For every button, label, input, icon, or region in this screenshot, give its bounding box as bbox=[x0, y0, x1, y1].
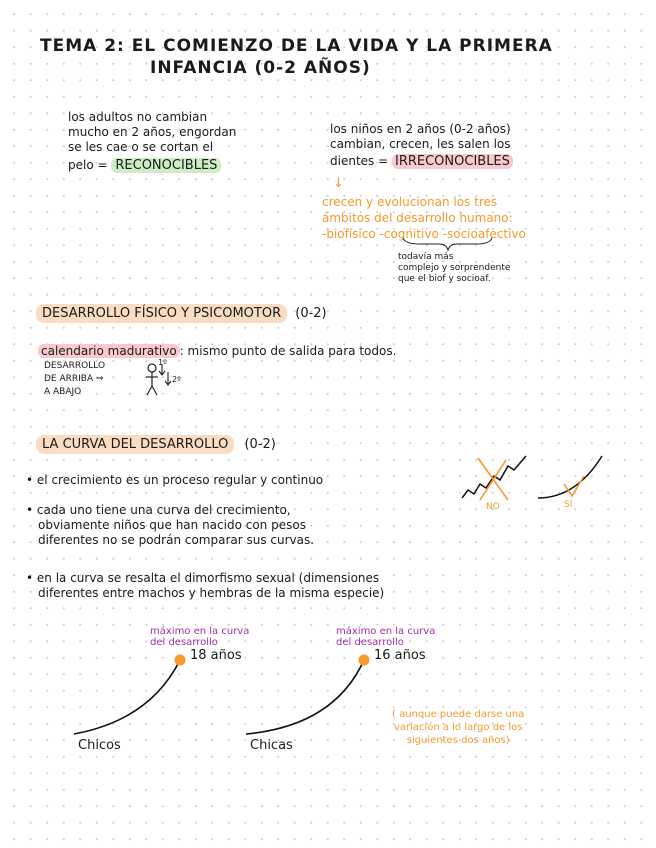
girls-age: 16 años bbox=[374, 648, 426, 663]
orange-line1: crecen y evolucionan los tres bbox=[322, 195, 498, 209]
girls-max-note-line1: máximo en la curva bbox=[336, 626, 436, 637]
cognitive-note-line3: que el biof y socioaf. bbox=[398, 274, 491, 284]
bullet-1-text: el crecimiento es un proceso regular y continuo bbox=[36, 473, 324, 487]
no-cross-icon bbox=[478, 458, 508, 500]
girls-max-note-line2: del desarrollo bbox=[336, 637, 404, 648]
girls-label: Chicas bbox=[250, 738, 293, 753]
bullet-3-line2: diferentes entre machos y hembras de la misma especie) bbox=[38, 586, 385, 600]
bullet-3-line1: en la curva se resalta el dimorfismo sexual (dimensiones bbox=[36, 571, 380, 585]
direction-line3: A ABAJO bbox=[44, 387, 82, 397]
down-arrow-icon: ↓ bbox=[333, 176, 344, 191]
cognitive-note-line1: todavía más bbox=[398, 252, 454, 262]
children-line3-prefix: dientes = bbox=[330, 154, 389, 168]
boys-max-note-line2: del desarrollo bbox=[150, 637, 218, 648]
section-physical-range: (0-2) bbox=[295, 306, 327, 321]
si-label: SÍ bbox=[564, 500, 573, 510]
orange-line3: -biofísico -cognitivo -socioafectivo bbox=[322, 227, 526, 241]
cognitive-note-line2: complejo y sorprendente bbox=[398, 263, 511, 273]
bullet-1: • el crecimiento es un proceso regular y continuo bbox=[26, 473, 324, 487]
girls-max-dot bbox=[359, 655, 370, 666]
step-1-label: 1º bbox=[158, 358, 167, 367]
unrecognizable-highlight: IRRECONOCIBLES bbox=[392, 154, 513, 169]
direction-arrows-icon bbox=[159, 364, 171, 385]
children-line2: cambian, crecen, les salen los bbox=[330, 137, 511, 151]
no-label: NO bbox=[486, 502, 500, 512]
adults-line2: mucho en 2 años, engordan bbox=[68, 125, 237, 139]
direction-line2: DE ARRIBA ⇒ bbox=[44, 374, 104, 384]
boys-growth-curve bbox=[74, 660, 180, 734]
page-title-line1: TEMA 2: EL COMIENZO DE LA VIDA Y LA PRIMERA bbox=[40, 36, 553, 56]
boys-max-note-line1: máximo en la curva bbox=[150, 626, 250, 637]
adults-line4-prefix: pelo = bbox=[68, 158, 108, 172]
step-2-label: 2º bbox=[172, 375, 181, 384]
bullet-2-line1: cada uno tiene una curva del crecimiento, bbox=[36, 503, 291, 517]
girls-growth-curve bbox=[246, 660, 364, 734]
boys-max-dot bbox=[175, 655, 186, 666]
bullet-2-line2: obviamente niños que han nacido con pesos bbox=[38, 518, 306, 532]
recognizable-highlight: RECONOCIBLES bbox=[111, 158, 221, 173]
children-line1: los niños en 2 años (0-2 años) bbox=[330, 122, 511, 136]
section-physical-heading: DESARROLLO FÍSICO Y PSICOMOTOR bbox=[36, 304, 287, 323]
section-curve-heading: LA CURVA DEL DESARROLLO bbox=[36, 435, 234, 454]
orange-line2: ámbitos del desarrollo humano: bbox=[322, 211, 513, 225]
calendar-highlight: calendario madurativo bbox=[38, 344, 180, 358]
bullet-2-line3: diferentes no se podrán comparar sus curvas. bbox=[38, 533, 315, 547]
boys-label: Chicos bbox=[78, 738, 121, 753]
adults-line3: se les cae o se cortan el bbox=[68, 140, 214, 154]
page-title-line2: INFANCIA (0-2 AÑOS) bbox=[150, 58, 371, 78]
calendar-text: : mismo punto de salida para todos. bbox=[179, 344, 397, 358]
direction-line1: DESARROLLO bbox=[44, 361, 106, 371]
variation-line2: variación a lo largo de los bbox=[393, 722, 523, 733]
bullet-2: • cada uno tiene una curva del crecimiento, obviamente niños que han nacido con pesos diferentes no se podrán comparar sus curvas. bbox=[26, 503, 315, 547]
section-curve-range: (0-2) bbox=[244, 437, 276, 452]
stick-figure-icon bbox=[146, 364, 158, 395]
variation-line1: ( aunque puede darse una bbox=[392, 709, 525, 720]
bullet-3: • en la curva se resalta el dimorfismo sexual (dimensiones diferentes entre machos y hembras de la misma especie) bbox=[26, 571, 385, 600]
adults-line1-text: los adultos no cambian bbox=[68, 110, 208, 124]
variation-line3: siguientes dos años) bbox=[406, 735, 510, 746]
cognitive-brace bbox=[403, 238, 492, 250]
boys-age: 18 años bbox=[190, 648, 242, 663]
